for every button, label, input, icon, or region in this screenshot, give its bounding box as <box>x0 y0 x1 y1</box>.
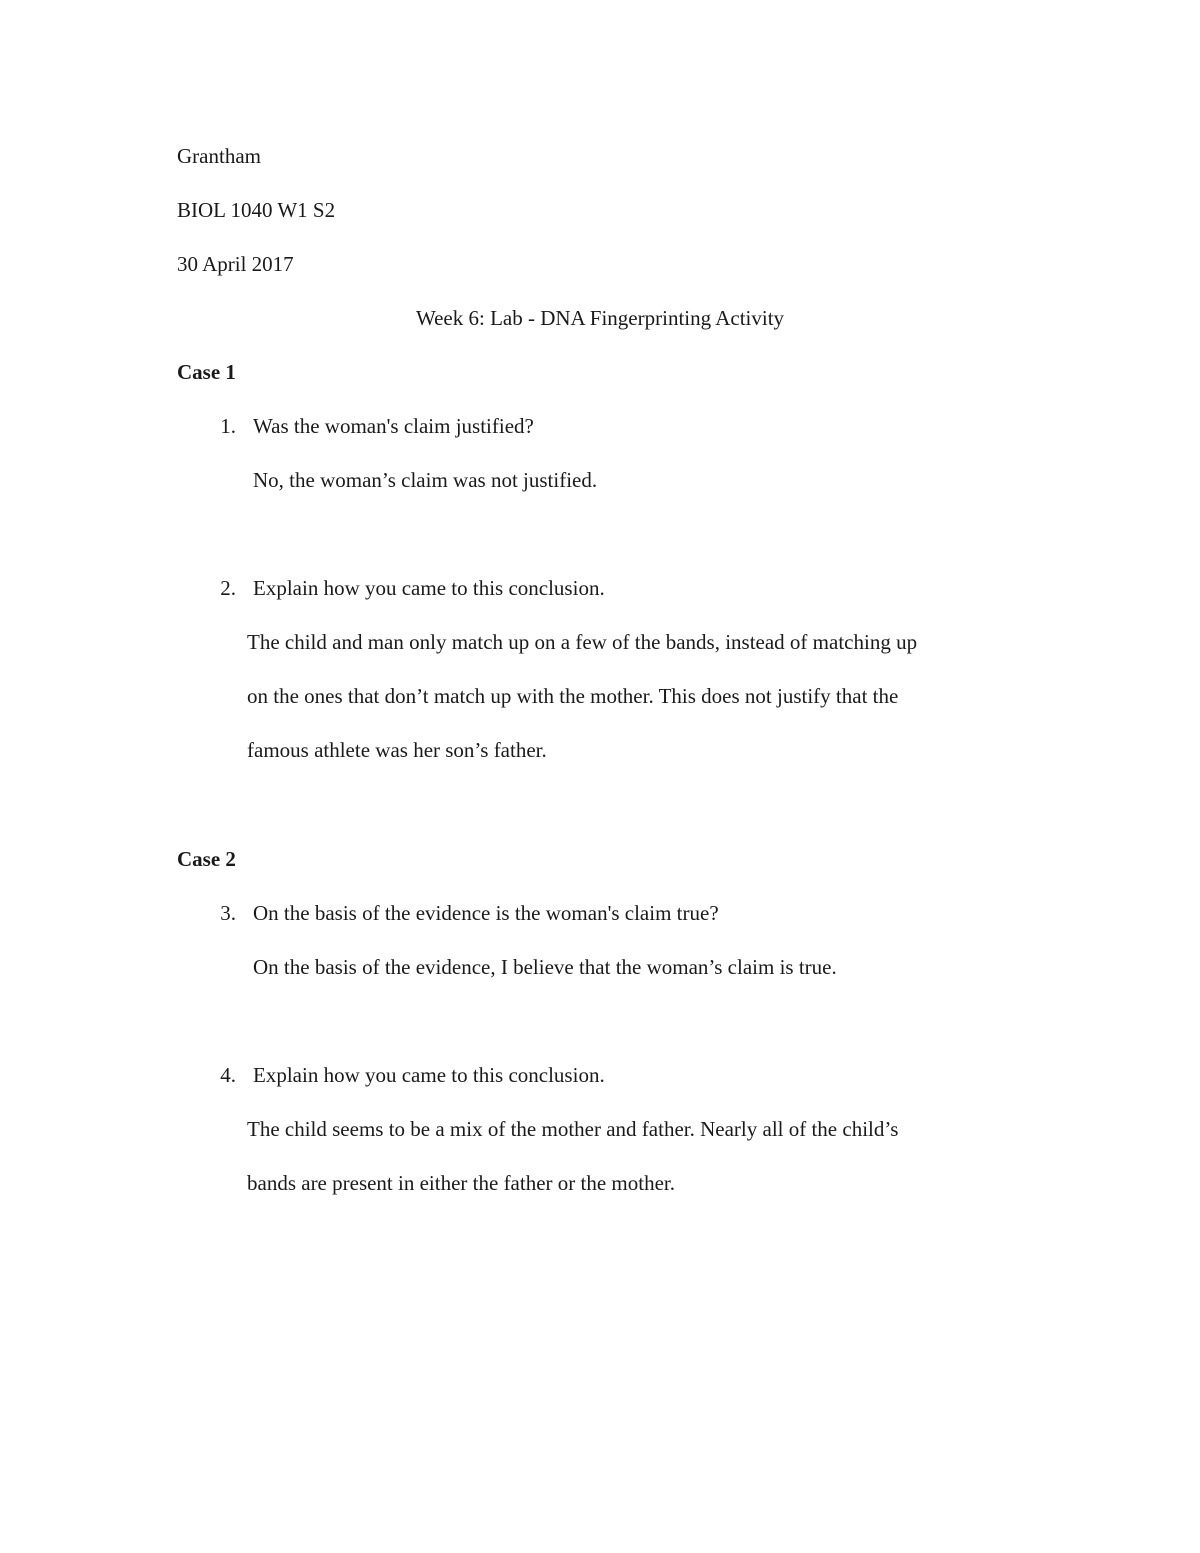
answer-text: No, the woman’s claim was not justified. <box>253 468 598 492</box>
answer-text: On the basis of the evidence, I believe that the woman’s claim is true. <box>253 955 837 979</box>
answer-line: The child seems to be a mix of the mother and father. Nearly all of the child’s <box>247 1117 899 1141</box>
question-text: Was the woman's claim justified? <box>253 414 534 438</box>
question-number: 1. <box>220 414 236 438</box>
document-date: 30 April 2017 <box>177 252 294 276</box>
case-1-heading: Case 1 <box>177 360 236 384</box>
question-text: Explain how you came to this conclusion. <box>253 1063 605 1087</box>
question-text: On the basis of the evidence is the woman's claim true? <box>253 901 719 925</box>
document-title: Week 6: Lab - DNA Fingerprinting Activity <box>415 306 785 330</box>
answer-line: on the ones that don’t match up with the mother. This does not justify that the <box>247 684 899 708</box>
case-2-heading: Case 2 <box>177 847 236 871</box>
course-code: BIOL 1040 W1 S2 <box>177 198 336 222</box>
question-number: 3. <box>220 901 236 925</box>
answer-line: The child and man only match up on a few of the bands, instead of matching up <box>247 630 918 654</box>
answer-line: famous athlete was her son’s father. <box>247 738 547 762</box>
question-number: 2. <box>220 576 236 600</box>
question-text: Explain how you came to this conclusion. <box>253 576 605 600</box>
question-number: 4. <box>220 1063 236 1087</box>
answer-line: bands are present in either the father or the mother. <box>247 1171 675 1195</box>
author-name: Grantham <box>177 144 261 168</box>
